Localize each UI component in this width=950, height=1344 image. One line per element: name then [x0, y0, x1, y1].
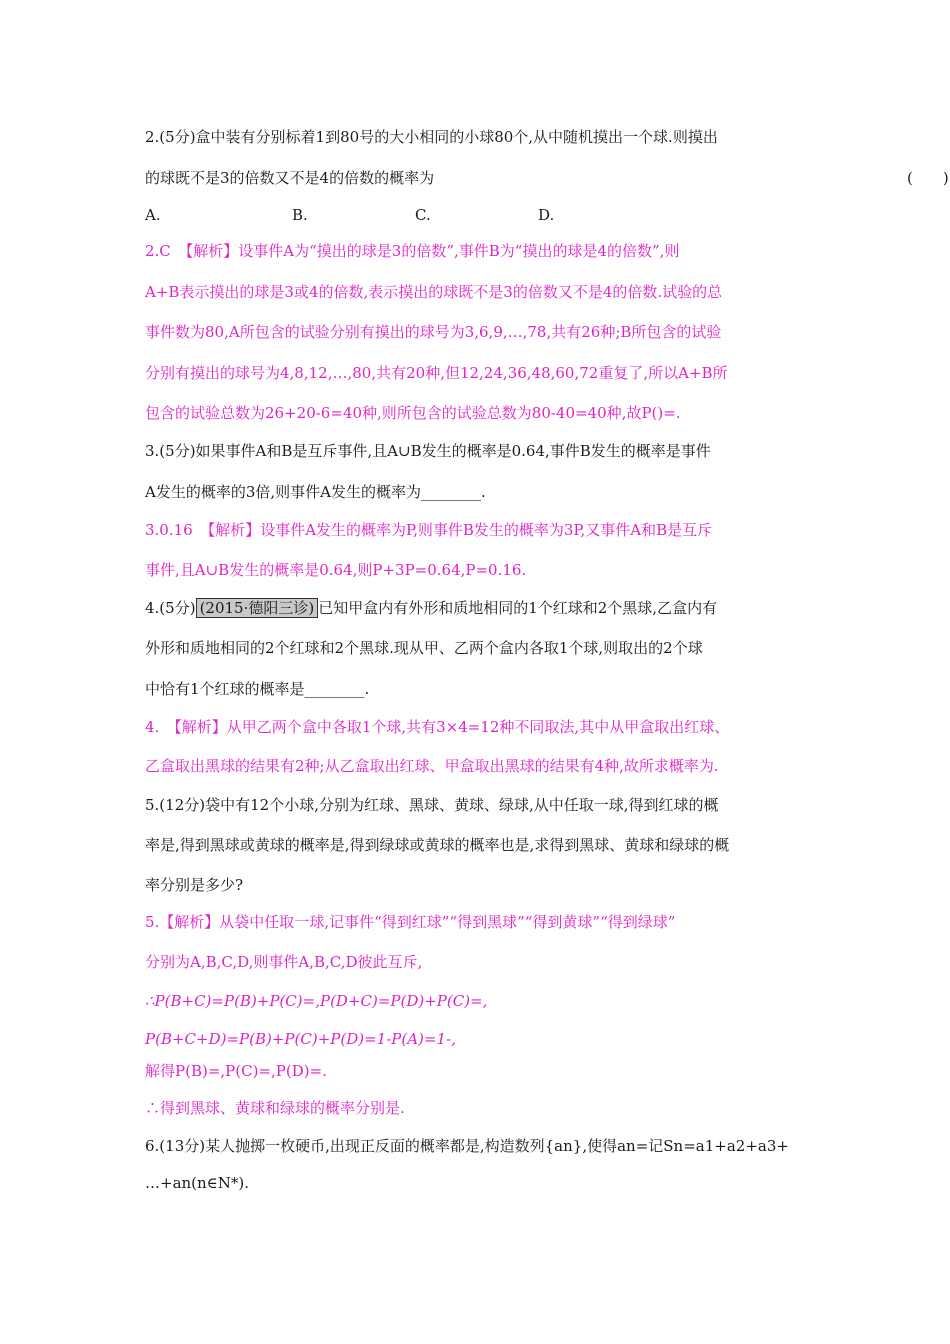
q6-line-2: …+an(n∈N*). [145, 1174, 250, 1192]
a5-line-1: 5.【解析】从袋中任取一球,记事件“得到红球”“得到黑球”“得到黄球”“得到绿球” [145, 913, 676, 931]
option-d: D. [538, 206, 555, 224]
a5-line-6: ∴得到黑球、黄球和绿球的概率分别是. [145, 1099, 405, 1117]
option-b: B. [292, 206, 308, 224]
q2-line-2 [145, 167, 949, 189]
q3-line-1: 3.(5分)如果事件A和B是互斥事件,且A∪B发生的概率是0.64,事件B发生的概率是事件 [145, 442, 711, 460]
option-c: C. [415, 206, 431, 224]
a4-line-1: 4. 【解析】从甲乙两个盒中各取1个球,共有3×4=12种不同取法,其中从甲盒取出红球、 [145, 718, 730, 736]
q4-line-2: 外形和质地相同的2个红球和2个黑球.现从甲、乙两个盒内各取1个球,则取出的2个球 [145, 639, 703, 657]
a5-line-3: ∴P(B+C)=P(B)+P(C)=,P(D+C)=P(D)+P(C)=, [145, 992, 488, 1010]
q2-line-2-text: 的球既不是3的倍数又不是4的倍数的概率为 [145, 169, 435, 187]
a3-line-1: 3.0.16 【解析】设事件A发生的概率为P,则事件B发生的概率为3P,又事件A和B是互斥 [145, 521, 713, 539]
q5-line-1: 5.(12分)袋中有12个小球,分别为红球、黑球、黄球、绿球,从中任取一球,得到红球的概 [145, 796, 719, 814]
a5-line-4: P(B+C+D)=P(B)+P(C)+P(D)=1-P(A)=1-, [145, 1030, 456, 1048]
option-a: A. [145, 206, 161, 224]
q5-line-2: 率是,得到黑球或黄球的概率是,得到绿球或黄球的概率也是,求得到黑球、黄球和绿球的概 [145, 836, 730, 854]
a2-line-5: 包含的试验总数为26+20-6=40种,则所包含的试验总数为80-40=40种,故P()=. [145, 404, 681, 422]
source-tag: (2015·德阳三诊) [196, 598, 319, 618]
q4-line-1 [145, 597, 815, 619]
q5-line-3: 率分别是多少? [145, 876, 244, 894]
answer-paren: ( ) [907, 169, 949, 187]
q3-line-2: A发生的概率的3倍,则事件A发生的概率为________. [145, 483, 486, 501]
a2-line-1: 2.C 【解析】设事件A为“摸出的球是3的倍数”,事件B为“摸出的球是4的倍数”,则 [145, 242, 680, 260]
a5-line-5: 解得P(B)=,P(C)=,P(D)=. [145, 1062, 327, 1080]
q2-line-1: 2.(5分)盒中装有分别标着1到80号的大小相同的小球80个,从中随机摸出一个球.则摸出 [145, 128, 718, 146]
q6-line-1: 6.(13分)某人抛掷一枚硬币,出现正反面的概率都是,构造数列{an},使得an=记Sn=a1+a2+a3+ [145, 1137, 789, 1155]
a3-line-2: 事件,且A∪B发生的概率是0.64,则P+3P=0.64,P=0.16. [145, 561, 527, 579]
q4-prefix: 4.(5分) [145, 599, 196, 617]
a2-line-3: 事件数为80,A所包含的试验分别有摸出的球号为3,6,9,…,78,共有26种;B所包含的试验 [145, 323, 722, 341]
q4-line-1-rest: 已知甲盒内有外形和质地相同的1个红球和2个黑球,乙盒内有 [318, 599, 718, 617]
q4-line-3: 中恰有1个红球的概率是________. [145, 680, 370, 698]
a2-line-2: A+B表示摸出的球是3或4的倍数,表示摸出的球既不是3的倍数又不是4的倍数.试验的总 [145, 283, 723, 301]
a2-line-4: 分别有摸出的球号为4,8,12,…,80,共有20种,但12,24,36,48,60,72重复了,所以A+B所 [145, 364, 728, 382]
a4-line-2: 乙盒取出黑球的结果有2种;从乙盒取出红球、甲盒取出黑球的结果有4种,故所求概率为. [145, 757, 719, 775]
a5-line-2: 分别为A,B,C,D,则事件A,B,C,D彼此互斥, [145, 953, 423, 971]
